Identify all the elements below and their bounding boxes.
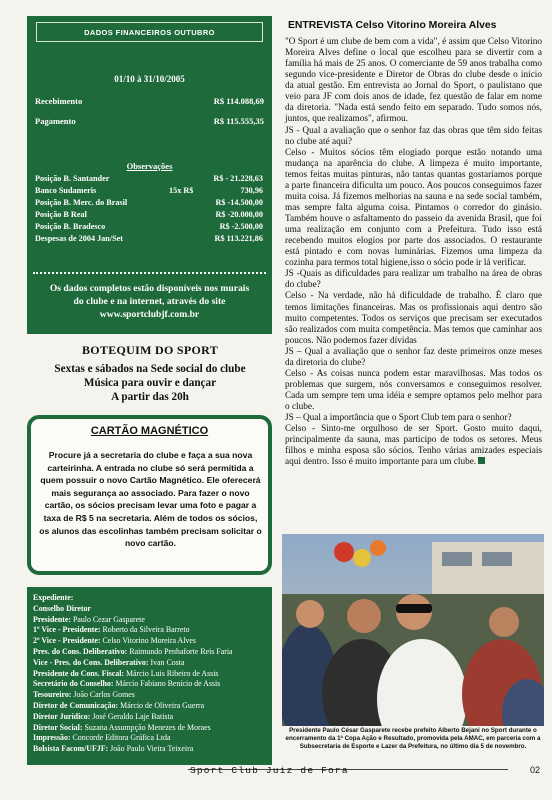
expediente-role: Secretário do Conselho: [33,679,114,689]
observation-label: Despesas de 2004 Jan/Set [35,234,124,243]
financial-data-box [27,16,272,334]
interview-answer: Celso - Na verdade, não há dificuldade de trabalho. É claro que temos limitações financeiras. Mas os profissionais aqui dentro são muito competentes. Todos os serviços que precisam ser executados são realizados com muita competência. Mas temos que caminhar aos poucos. Não podemos fazer dívidas [285,291,542,346]
observation-row [35,186,263,197]
expediente-row [33,636,266,647]
expediente-role: Impressão: [33,733,71,743]
observation-value: R$ -2.500,00 [219,222,263,231]
expediente-row [33,658,266,669]
observation-value: R$ 113.221,86 [214,234,263,243]
expediente-box [27,587,272,765]
interview-answer [285,424,542,468]
note-line: do clube e na internet, através do site [73,296,226,307]
observation-row [35,222,263,233]
observation-row [35,234,263,245]
botequim-line: Música para ouvir e dançar [83,377,217,389]
expediente-row [33,669,266,680]
observation-label: Posição B. Merc. do Brasil [35,198,128,207]
magnetic-card-body: Procure já a secretaria do clube e faça a sua nova carteirinha. A entrada no clube só será permitida a quem possuir o novo Cartão Magnético. Ele oferecerá mais segurança ao associado. Para fazer o novo cartão, os sócios precisam levar uma foto e pagar a taxa de R$ 5 na secretaria. Além de todos os sócios, os alunos das escolinhas também precisam solicitar o novo cartão. [39,450,262,549]
botequim-line: A partir das 20h [111,391,189,403]
end-mark-icon [478,457,485,464]
expediente-name: Celso Vitorino Moreira Alves [102,636,196,646]
observation-value: 730,96 [240,186,263,195]
expediente-name: Roberto da Silveira Barreto [102,625,190,635]
expediente-name: José Geraldo Laje Batista [92,711,174,721]
expediente-row [33,701,266,712]
expediente-name: Ivan Costa [150,657,185,667]
expediente-role: Tesoureiro: [33,690,72,700]
expediente-name: Paulo Cezar Gasparete [72,614,145,624]
expediente-row [33,712,266,723]
magnetic-card-box [27,415,272,575]
expediente-row [33,723,266,734]
payments-label: Pagamento [35,116,76,126]
expediente-row [33,625,266,636]
interview-question: JS - Qual a avaliação que o senhor faz das obras que têm sido feitas no clube até aqui? [285,125,542,147]
expediente-row [33,690,266,701]
event-photo [282,534,544,726]
note-line: Os dados completos estão disponíveis nos murais [49,283,250,294]
interview-question: JS – Qual a avaliação que o senhor faz deste primeiros onze meses da diretoria do clube? [285,346,542,368]
financial-period: 01/10 à 31/10/2005 [114,74,185,84]
expediente-name: Concorde Editora Gráfica Ltda [72,733,171,743]
observation-label: Posição B. Santander [35,174,110,183]
observation-row [35,210,263,221]
observations-title: Observações [126,161,173,171]
interview-question: JS – Qual a importância que o Sport Club tem para o senhor? [285,413,512,424]
botequim-title: BOTEQUIM DO SPORT [81,343,219,357]
botequim-line: Sextas e sábados na Sede social do clube [54,363,246,375]
expediente-role: Conselho Diretor [33,603,91,613]
expediente-role: 1º Vice - Presidente: [33,625,101,635]
expediente-role: Vice - Pres. do Cons. Deliberativo: [33,657,149,667]
footer-title: Sport Club Juiz de Fora [190,765,349,776]
expediente-name: Márcio Fabiano Benício de Assis [115,679,221,689]
expediente-row [33,744,266,755]
expediente-row [33,647,266,658]
expediente-row [33,679,266,690]
observation-label: Posição B Real [35,210,87,219]
receipts-row [35,96,264,106]
observation-value: R$ - 21.228,63 [213,174,263,183]
observation-row [35,174,263,185]
expediente-row [33,615,266,626]
expediente-role: Diretor Social: [33,722,83,732]
site-url[interactable]: www.sportclubjf.com.br [99,309,200,320]
payments-row [35,116,264,126]
expediente-role: Presidente: [33,614,71,624]
expediente-name: Suzana Assumpção Menezes de Moraes [84,722,211,732]
expediente-role: Expediente: [33,593,74,602]
payments-value: R$ 115.555,35 [213,116,264,126]
botequim-section [30,343,270,404]
expediente-role: Diretor de Comunicação: [33,700,119,710]
dotted-divider [33,272,266,274]
photo-illustration [282,534,544,726]
financial-header: DADOS FINANCEIROS OUTUBRO [36,22,263,42]
expediente-name: Márcio de Oliveira Guerra [120,700,205,710]
observation-value: R$ -20.000,00 [215,210,263,219]
observation-value: R$ -14.500,00 [215,198,263,207]
observation-row [35,198,263,209]
observation-label: Posição B. Bradesco [35,222,106,231]
interview-paragraph: "O Sport é um clube de bem com a vida", é assim que Celso Vitorino Moreira Alves define o local que escolheu para se divertir com a família há mais de 25 anos. O comerciante de 59 anos trabalha como segundo vice-presidente e Diretor de Obras do clube desde o início da atual gestão. Em entrevista ao Jornal do Sport, o paulistano que veio para JF com dois anos de idade, fez questão de falar em nome da diretoria. "Nada está sendo feito em separado. Tudo somos nós, juntos, que realizamos", afirmou. [285,37,542,125]
photo-caption: Presidente Paulo César Gasparete recebe prefeito Alberto Bejani no Sport durante o encerramento da 1ª Copa Ação e Resultado, promovida pela AMAC, em parceria com a Subsecretaria de Esporte e Lazer da Prefeitura, no último dia 5 de novembro. [285,727,541,750]
interview-body [285,37,542,468]
expediente-name: João Carlos Gomes [73,690,135,700]
interview-answer: Celso - As coisas nunca podem estar maravilhosas. Mas todos os problemas que surgem, nós conversamos e conseguimos resolver. Cada um sempre tem uma idéia e sempre optamos pelo melhor para o clube. [285,368,542,413]
interview-answer-text: Celso - Sinto-me orgulhoso de ser Sport. Gosto muito daqui, principalmente da sauna, mas participo de todos os setores. Meus filhos e minha esposa são sócios. Tenho várias amizades especiais aqui dentro. Isso é muito importante para um clube. [285,424,542,468]
page-number: 02 [530,765,541,775]
financial-note [29,282,270,321]
receipts-value: R$ 114.088,69 [213,96,264,106]
interview-title: ENTREVISTA Celso Vitorino Moreira Alves [288,20,497,31]
expediente-role: 2º Vice - Presidente: [33,636,101,646]
expediente-name: Márcio Luis Ribeiro de Assis [126,668,219,678]
expediente-name: Raimundo Penhaforte Reis Faria [129,646,233,656]
expediente-role: Diretor Jurídico: [33,711,91,721]
interview-question: JS -Quais as dificuldades para realizar um trabalho na área de obras do clube? [285,269,542,291]
observation-mid: 15x R$ [169,186,194,195]
expediente-row [33,733,266,744]
expediente-name: João Paulo Vieira Teixeira [110,744,194,754]
receipts-label: Recebimento [35,96,83,106]
magnetic-card-title: CARTÃO MAGNÉTICO [90,425,209,437]
expediente-row [33,604,266,615]
expediente-role: Presidente do Cons. Fiscal: [33,668,125,678]
expediente-role: Bolsista Facom/UFJF: [33,744,109,754]
observation-label: Banco Sudameris [35,186,97,195]
interview-answer: Celso - Muitos sócios têm elogiado porque estão notando uma mudança na aparência do clube. A limpeza é muito importante, temos feitas muitas pinturas, não tantas quantas gostaríamos porque a parte financeira dificulta um pouco. Aos poucos conseguimos fazer muita coisa. Já fizemos melhorias na sauna e na sede social também, mas sempre falta alguma coisa. Pintamos o corredor do ginásio. Também houve o asfaltamento do passeio da avenida Brasil, que foi uma realização em conjunto com a Prefeitura. Tudo isso está recebendo muitos elogios por parte dos associados. O restaurante está pintado e com novas luminárias. Fizemos uma limpeza da cozinha para termos total higiene,isso o sócio pode ir lá verificar. [285,147,542,269]
expediente-row [33,593,266,604]
expediente-role: Pres. do Cons. Deliberativo: [33,646,128,656]
